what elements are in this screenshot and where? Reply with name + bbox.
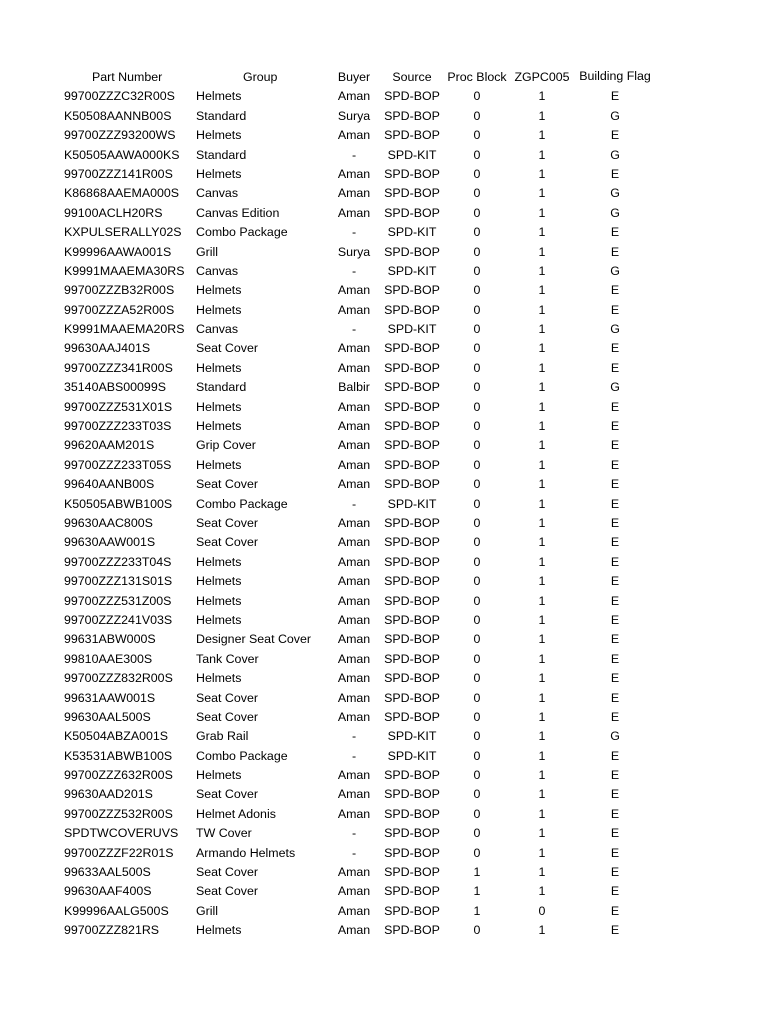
cell-part-number[interactable]: 99631AAW001S [64,690,156,705]
cell-group[interactable]: Seat Cover [196,690,258,705]
cell-part-number[interactable]: 99700ZZZ233T04S [64,554,172,569]
table-row: 99631AAW001S Seat Cover Aman SPD-BOP 0 1 E [0,689,768,708]
cell-part-number[interactable]: 99630AAD201S [64,787,153,802]
table-row: 99700ZZZC32R00S Helmets Aman SPD-BOP 0 1 E [0,87,768,106]
cell-group[interactable]: Designer Seat Cover [196,632,312,647]
table-row: 99700ZZZ531X01S Helmets Aman SPD-BOP 0 1 E [0,398,768,417]
cell-part-number[interactable]: 99700ZZZC32R00S [64,89,175,104]
cell-part-number[interactable]: 99700ZZZ241V03S [64,612,173,627]
table-row: 99700ZZZF22R01S Armando Helmets - SPD-BOP 0 1 E [0,844,768,863]
table-row: 99620AAM201S Grip Cover Aman SPD-BOP 0 1 E [0,436,768,455]
cell-group[interactable]: Helmets [196,554,242,569]
table-row: K50505ABWB100S Combo Package - SPD-KIT 0 1 E [0,495,768,514]
cell-part-number[interactable]: 99700ZZZ233T03S [64,419,172,434]
cell-part-number[interactable]: 99620AAM201S [64,438,155,453]
table-row: 35140ABS00099S Standard Balbir SPD-BOP 0 1 G [0,378,768,397]
cell-group[interactable]: Grip Cover [196,438,256,453]
cell-part-number[interactable]: K9991MAAEMA30RS [64,263,185,278]
cell-group[interactable]: Standard [196,380,247,395]
cell-part-number[interactable]: K50504ABZA001S [64,729,169,744]
cell-group[interactable]: Helmets [196,457,242,472]
table-row: 99700ZZZ233T03S Helmets Aman SPD-BOP 0 1 E [0,417,768,436]
cell-part-number[interactable]: KXPULSERALLY02S [64,225,182,240]
table-row: 99700ZZZ141R00S Helmets Aman SPD-BOP 0 1 E [0,165,768,184]
cell-group[interactable]: Grill [196,903,219,918]
table-row: 99700ZZZ241V03S Helmets Aman SPD-BOP 0 1 E [0,611,768,630]
cell-group[interactable]: Helmets [196,419,242,434]
cell-part-number[interactable]: 99700ZZZ233T05S [64,457,172,472]
cell-part-number[interactable]: 99633AAL500S [64,865,151,880]
cell-part-number[interactable]: 99630AAC800S [64,515,153,530]
cell-part-number[interactable]: 99700ZZZ141R00S [64,166,173,181]
table-row: 99700ZZZ233T04S Helmets Aman SPD-BOP 0 1 E [0,553,768,572]
table-row: 99700ZZZ233T05S Helmets Aman SPD-BOP 0 1 E [0,456,768,475]
cell-group[interactable]: Helmets [196,360,242,375]
table-body [0,87,768,940]
table-row: 99630AAL500S Seat Cover Aman SPD-BOP 0 1 E [0,708,768,727]
cell-part-number[interactable]: 99700ZZZ93200WS [64,128,176,143]
cell-part-number[interactable]: SPDTWCOVERUVS [64,826,179,841]
table-row: 99100ACLH20RS Canvas Edition Aman SPD-BOP 0 1 G [0,204,768,223]
table-row: 99700ZZZA52R00S Helmets Aman SPD-BOP 0 1 E [0,301,768,320]
table-row: SPDTWCOVERUVS TW Cover - SPD-BOP 0 1 E [0,824,768,843]
table-row: K53531ABWB100S Combo Package - SPD-KIT 0 1 E [0,747,768,766]
cell-group[interactable]: Seat Cover [196,709,258,724]
cell-part-number[interactable]: K9991MAAEMA20RS [64,322,185,337]
table-row: 99630AAW001S Seat Cover Aman SPD-BOP 0 1 E [0,533,768,552]
cell-group[interactable]: Helmets [196,671,242,686]
cell-part-number[interactable]: 99810AAE300S [64,651,153,666]
cell-group[interactable]: Standard [196,108,247,123]
cell-group[interactable]: Seat Cover [196,477,258,492]
cell-part-number[interactable]: 99700ZZZ531Z00S [64,593,172,608]
cell-group[interactable]: Helmets [196,399,242,414]
table-row: 99631ABW000S Designer Seat Cover Aman SPD-BOP 0 1 E [0,630,768,649]
table-row: 99700ZZZB32R00S Helmets Aman SPD-BOP 0 1 E [0,281,768,300]
cell-part-number[interactable]: 99700ZZZ832R00S [64,671,173,686]
cell-part-number[interactable]: 99700ZZZ532R00S [64,806,173,821]
cell-part-number[interactable]: 99700ZZZ821RS [64,923,160,938]
table-row: 99630AAD201S Seat Cover Aman SPD-BOP 0 1 E [0,785,768,804]
table-row: K50505AAWA000KS Standard - SPD-KIT 0 1 G [0,146,768,165]
cell-group[interactable]: Helmets [196,166,242,181]
cell-part-number[interactable]: 99700ZZZ341R00S [64,360,173,375]
cell-group[interactable]: Helmets [196,89,242,104]
cell-group[interactable]: Tank Cover [196,651,259,666]
cell-group[interactable]: Helmets [196,593,242,608]
cell-group[interactable]: Helmets [196,302,242,317]
cell-group[interactable]: Helmets [196,128,242,143]
cell-part-number[interactable]: K50505AAWA000KS [64,147,180,162]
table-row: 99630AAF400S Seat Cover Aman SPD-BOP 1 1 E [0,882,768,901]
cell-group[interactable]: Combo Package [196,225,288,240]
table-row: 99630AAC800S Seat Cover Aman SPD-BOP 0 1 E [0,514,768,533]
cell-group[interactable]: Seat Cover [196,341,258,356]
cell-part-number[interactable]: K50505ABWB100S [64,496,173,511]
cell-group[interactable]: Canvas [196,263,239,278]
cell-group[interactable]: Canvas [196,186,239,201]
header-group[interactable]: Group [243,70,278,84]
table-row: K9991MAAEMA20RS Canvas - SPD-KIT 0 1 G [0,320,768,339]
cell-group[interactable]: Helmets [196,768,242,783]
table-row: K50508AANNB00S Standard Surya SPD-BOP 0 1 G [0,107,768,126]
table-row: 99700ZZZ531Z00S Helmets Aman SPD-BOP 0 1 E [0,592,768,611]
table-row: 99700ZZZ341R00S Helmets Aman SPD-BOP 0 1 E [0,359,768,378]
cell-part-number[interactable]: 35140ABS00099S [64,380,166,395]
cell-part-number[interactable]: 99631ABW000S [64,632,156,647]
header-row: Part Number Group Buyer Source Proc Block ZGPC005 Building Flag [0,68,768,87]
cell-group[interactable]: Combo Package [196,748,288,763]
cell-group[interactable]: Seat Cover [196,515,258,530]
header-part-number[interactable]: Part Number [92,70,163,84]
cell-part-number[interactable]: 99630AAJ401S [64,341,151,356]
cell-group[interactable]: Helmet Adonis [196,806,276,821]
cell-group[interactable]: Seat Cover [196,787,258,802]
cell-group[interactable]: Helmets [196,574,242,589]
cell-part-number[interactable]: K99996AALG500S [64,903,169,918]
table-row: KXPULSERALLY02S Combo Package - SPD-KIT 0 1 E [0,223,768,242]
table-row: 99630AAJ401S Seat Cover Aman SPD-BOP 0 1 E [0,339,768,358]
cell-part-number[interactable]: 99700ZZZA52R00S [64,302,175,317]
table-row: 99700ZZZ131S01S Helmets Aman SPD-BOP 0 1 E [0,572,768,591]
cell-group[interactable]: Armando Helmets [196,845,296,860]
table-row: K99996AALG500S Grill Aman SPD-BOP 1 0 E [0,902,768,921]
cell-group[interactable]: Seat Cover [196,884,258,899]
table-row: 99700ZZZ93200WS Helmets Aman SPD-BOP 0 1 E [0,126,768,145]
cell-part-number[interactable]: 99640AANB00S [64,477,155,492]
cell-group[interactable]: Canvas [196,322,239,337]
cell-part-number[interactable]: 99700ZZZ131S01S [64,574,173,589]
cell-group[interactable]: Grab Rail [196,729,249,744]
cell-part-number[interactable]: 99630AAW001S [64,535,156,550]
cell-part-number[interactable]: K99996AAWA001S [64,244,172,259]
cell-group[interactable]: Grill [196,244,219,259]
cell-part-number[interactable]: K86868AAEMA000S [64,186,180,201]
table-row: 99640AANB00S Seat Cover Aman SPD-BOP 0 1 E [0,475,768,494]
table-row: K99996AAWA001S Grill Surya SPD-BOP 0 1 E [0,243,768,262]
table-row: K86868AAEMA000S Canvas Aman SPD-BOP 0 1 G [0,184,768,203]
table-row: 99700ZZZ832R00S Helmets Aman SPD-BOP 0 1 E [0,669,768,688]
spreadsheet-table [0,68,768,941]
cell-part-number[interactable]: 99700ZZZB32R00S [64,283,175,298]
cell-group[interactable]: Combo Package [196,496,288,511]
table-row: 99633AAL500S Seat Cover Aman SPD-BOP 1 1 E [0,863,768,882]
cell-part-number[interactable]: 99700ZZZ632R00S [64,768,173,783]
cell-group[interactable]: Helmets [196,923,242,938]
table-row: 99700ZZZ632R00S Helmets Aman SPD-BOP 0 1 E [0,766,768,785]
table-row: 99810AAE300S Tank Cover Aman SPD-BOP 0 1 E [0,650,768,669]
cell-group[interactable]: Standard [196,147,247,162]
table-row: 99700ZZZ532R00S Helmet Adonis Aman SPD-BOP 0 1 E [0,805,768,824]
table-row: K9991MAAEMA30RS Canvas - SPD-KIT 0 1 G [0,262,768,281]
cell-group[interactable]: Seat Cover [196,535,258,550]
cell-part-number[interactable]: 99630AAL500S [64,709,151,724]
cell-group[interactable]: Canvas Edition [196,205,280,220]
cell-part-number[interactable]: K50508AANNB00S [64,108,172,123]
cell-group[interactable]: Seat Cover [196,865,258,880]
cell-group[interactable]: TW Cover [196,826,252,841]
cell-part-number[interactable]: 99700ZZZF22R01S [64,845,174,860]
table-row: K50504ABZA001S Grab Rail - SPD-KIT 0 1 G [0,727,768,746]
cell-group[interactable]: Helmets [196,612,242,627]
cell-part-number[interactable]: K53531ABWB100S [64,748,173,763]
cell-group[interactable]: Helmets [196,283,242,298]
table-row: 99700ZZZ821RS Helmets Aman SPD-BOP 0 1 E [0,921,768,940]
cell-part-number[interactable]: 99630AAF400S [64,884,152,899]
cell-part-number[interactable]: 99100ACLH20RS [64,205,163,220]
cell-part-number[interactable]: 99700ZZZ531X01S [64,399,173,414]
